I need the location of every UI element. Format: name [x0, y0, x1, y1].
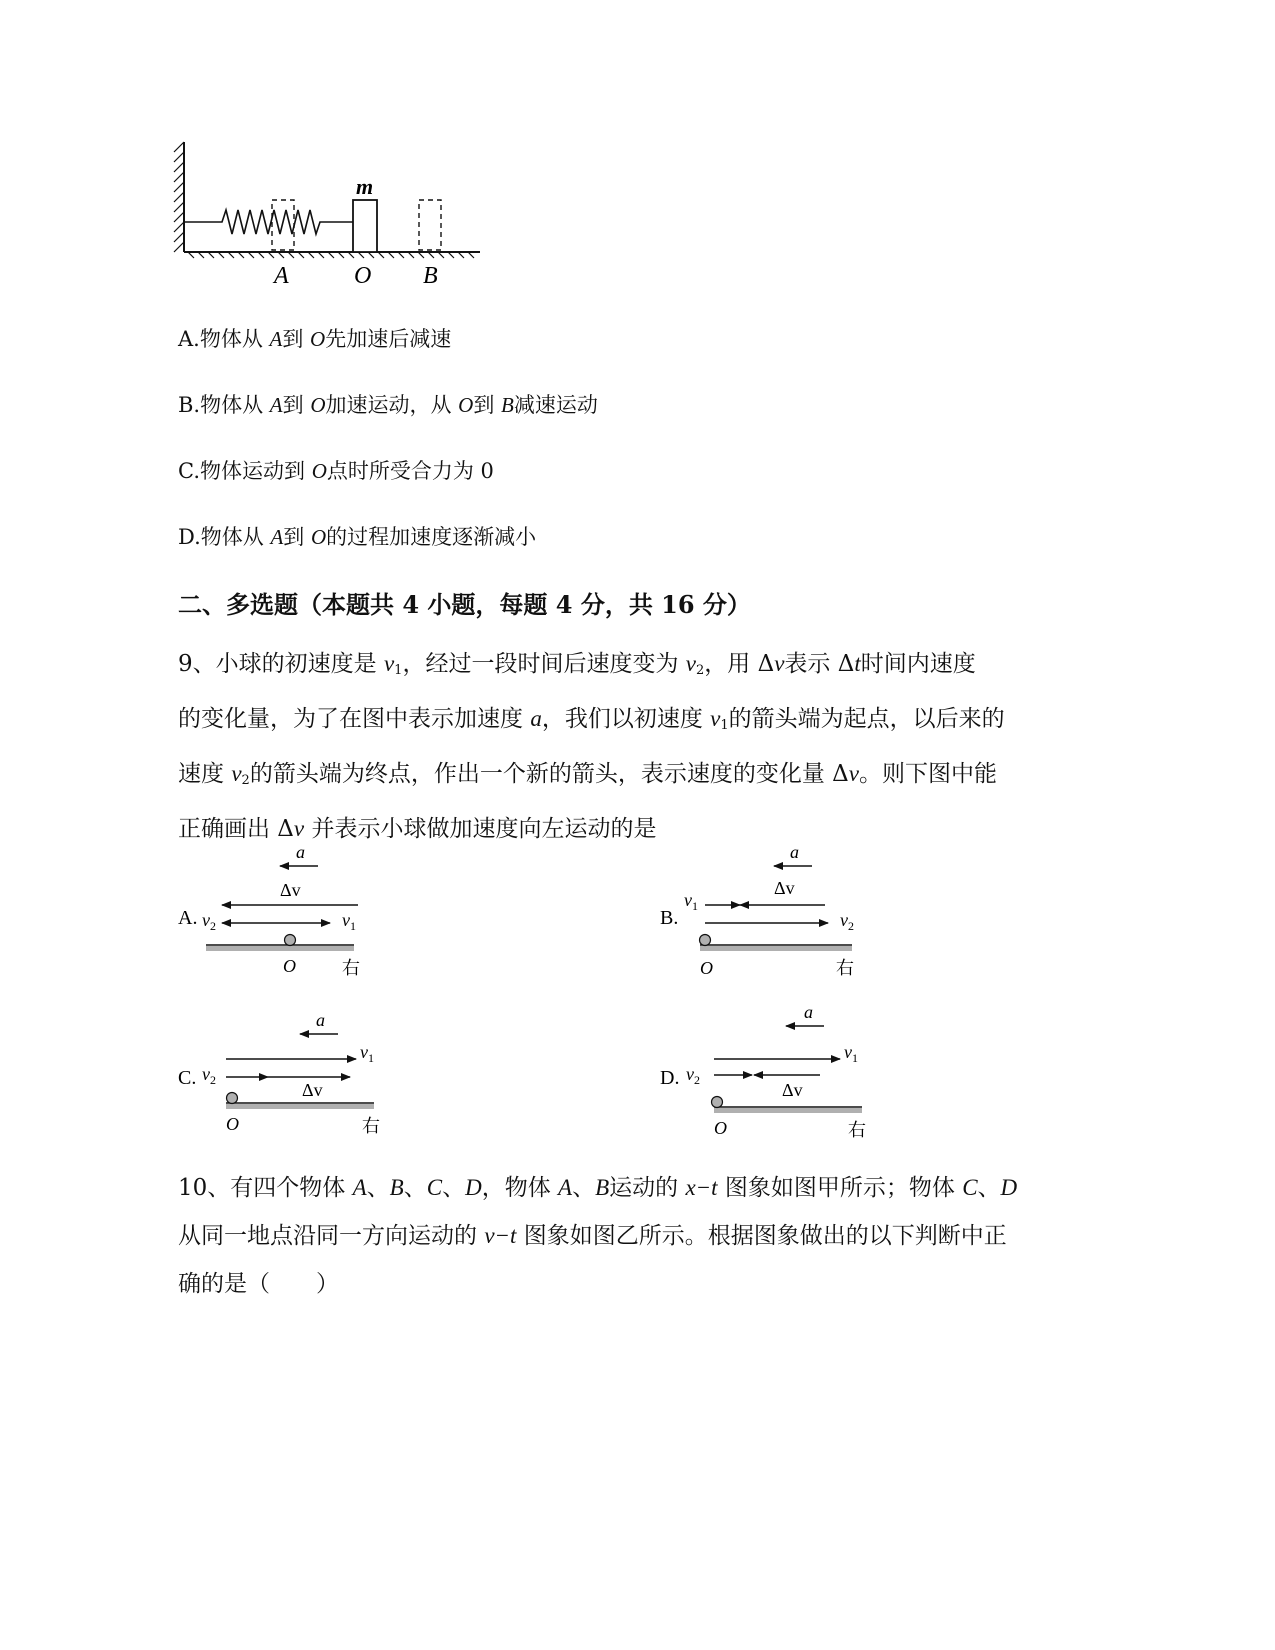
label-A: A [274, 263, 289, 289]
fig-a-right: 右 [342, 958, 360, 978]
section-heading: 二、多选题（本题共 4 小题，每题 4 分，共 16 分） [178, 590, 751, 619]
fig-c-ball [227, 1093, 238, 1104]
fig-b-v1: $v_1$ [684, 890, 698, 913]
fig-c-a-label: a [316, 1010, 325, 1030]
block-m [353, 200, 377, 252]
fig-c-origin: O [226, 1114, 239, 1134]
fig-b-letter: B. [660, 907, 679, 929]
spring [184, 210, 353, 234]
fig-a-v2: $v_2$ [202, 910, 216, 933]
question-10: 10、有四个物体 A、B、C、D，物体 A、B运动的 x−t 图象如图甲所示；物体 C、D 从同一地点沿同一方向运动的 v−t 图象如图乙所示。根据图象做出的以下判断中正 确的是（ ） [178, 1175, 1018, 1297]
fig-b-origin: O [700, 958, 713, 978]
fig-a-letter: A. [178, 907, 198, 929]
fig-a-origin: O [283, 956, 296, 976]
fig-b-right: 右 [836, 958, 854, 978]
fig-d-a-label: a [804, 1002, 813, 1022]
mass-label: m [356, 174, 374, 199]
question-9: 9、小球的初速度是 $v_1$，经过一段时间后速度变为 $v_2$，用 Δv表示 Δt时间内速度 的变化量，为了在图中表示加速度 a，我们以初速度 $v_1$的箭头端为起点，以后来的 速度 $v_2$的箭头端为终点，作出一个新的箭头，表示速度的变化量 Δv。则下图中能 正确画出 Δv 并表示小球做加速度向左运动的是 [178, 651, 1005, 842]
fig-b-a-label: a [790, 842, 799, 862]
fig-c-right: 右 [362, 1116, 380, 1136]
option-d: D.物体从 A到 O的过程加速度逐渐减小 [178, 525, 537, 549]
q9-figures [170, 840, 890, 1150]
option-a: A.物体从 A到 O先加速后减速 [178, 327, 452, 351]
fig-d-dv-label: Δv [782, 1080, 803, 1100]
fig-d-right: 右 [848, 1120, 866, 1140]
fig-d-v2: $v_2$ [686, 1064, 700, 1087]
fig-d-origin: O [714, 1118, 727, 1138]
figure-b [660, 842, 854, 978]
fig-b-dv-label: Δv [774, 878, 795, 898]
fig-d-v1: $v_1$ [844, 1042, 858, 1065]
option-c: C.物体运动到 O点时所受合力为 0 [178, 459, 494, 483]
fig-c-dv-label: Δv [302, 1080, 323, 1100]
fig-a-a-label: a [296, 842, 305, 862]
fig-d-letter: D. [660, 1067, 680, 1089]
figure-d [660, 1002, 866, 1140]
fig-a-ball [285, 935, 296, 946]
fig-a-dv-label: Δv [280, 880, 301, 900]
fig-c-letter: C. [178, 1067, 197, 1089]
fig-c-v1: $v_1$ [360, 1042, 374, 1065]
fig-c-v2: $v_2$ [202, 1064, 216, 1087]
option-b: B.物体从 A到 O加速运动，从 O到 B减速运动 [178, 393, 598, 417]
fig-d-ball [712, 1097, 723, 1108]
label-O: O [354, 263, 372, 289]
figure-c [178, 1010, 380, 1136]
spring-block-figure [170, 140, 490, 290]
figure-a [178, 842, 360, 978]
label-B: B [423, 263, 438, 289]
fig-a-v1: $v_1$ [342, 910, 356, 933]
fig-b-ball [700, 935, 711, 946]
fig-b-v2: $v_2$ [840, 910, 854, 933]
